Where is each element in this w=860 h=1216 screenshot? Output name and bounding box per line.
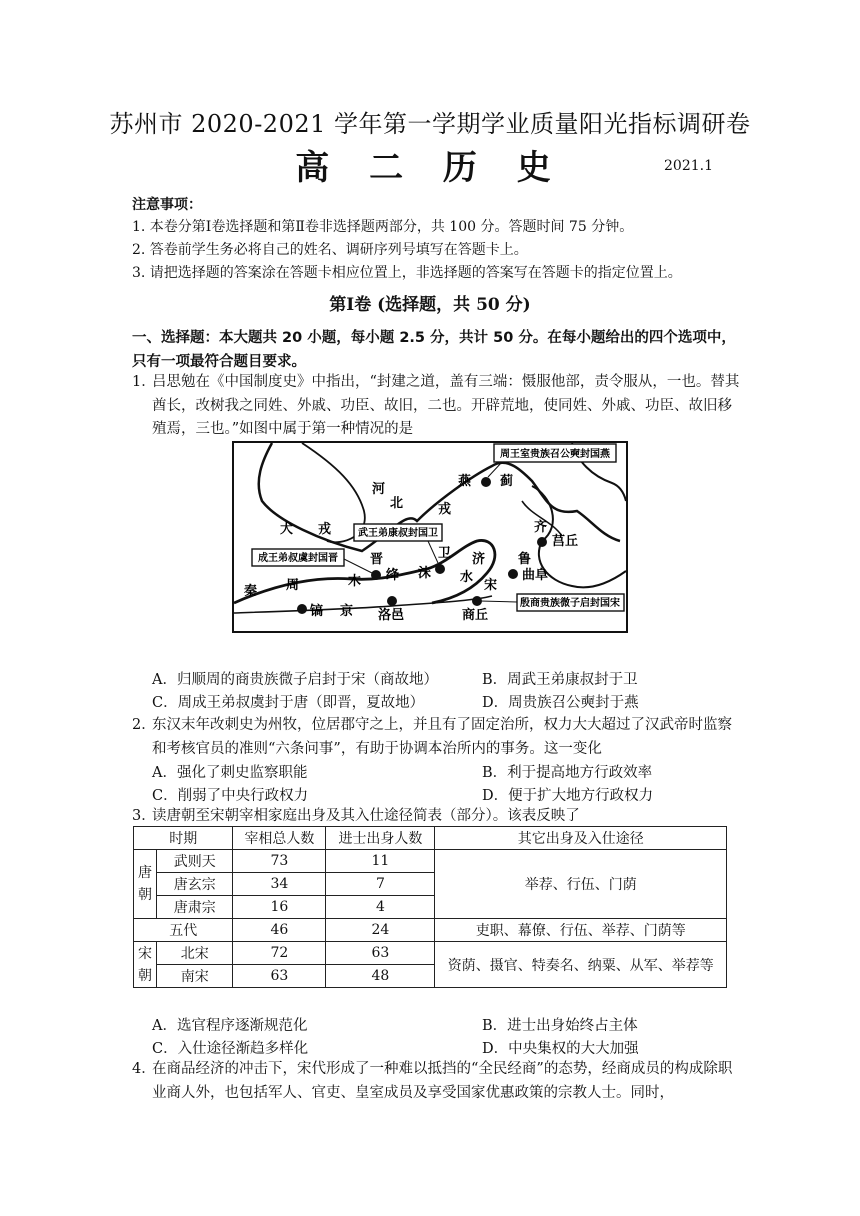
question-text: 在商品经济的冲击下，宋代形成了一种难以抵挡的“全民经商”的态势，经商成员的构成除职业商人外，也包括军人、官吏、皇室成员及享受国家优惠政策的宗教人士。同时， (152, 1061, 733, 1101)
map-label: 卫 (438, 546, 452, 561)
question-number: 2． (132, 717, 156, 733)
question-text: 东汉末年改刺史为州牧，位居郡守之上，并且有了固定治所，权力大大超过了汉武帝时监察和考核官员的准则“六条问事”，有助于协调本治所内的事务。这一变化 (152, 717, 732, 757)
map-label: 晋 (370, 552, 384, 567)
table-cell: 南宋 (157, 965, 233, 988)
table-cell: 举荐、行伍、门荫 (435, 850, 727, 919)
table-cell: 4 (326, 896, 435, 919)
question-number: 1． (132, 374, 156, 390)
notice-heading: 注意事项： (132, 197, 202, 213)
exam-date: 2021.1 (664, 158, 713, 174)
map-label: 曲阜 (522, 568, 549, 583)
table-cell: 武则天 (157, 850, 233, 873)
map-box-yan: 周王室贵族召公奭封国燕 (500, 449, 610, 460)
question-3 (132, 805, 744, 829)
table-cell: 46 (233, 919, 326, 942)
q1-option-c: C．周成王弟叔虞封于唐（即晋，夏故地） (152, 695, 425, 711)
subject-title: 高 二 历 史 (295, 148, 565, 188)
map-label: 沫 (418, 566, 432, 581)
table-cell: 73 (233, 850, 326, 873)
table-cell: 五代 (134, 919, 233, 942)
map-box-wei: 武王弟康叔封国卫 (358, 528, 438, 539)
map-label: 洛邑 (378, 608, 405, 623)
table-cell: 72 (233, 942, 326, 965)
q1-option-d: D．周贵族召公奭封于燕 (482, 695, 639, 711)
map-box-song: 殷商贵族微子启封国宋 (520, 598, 620, 609)
table-header-row (134, 827, 727, 850)
table-header: 宰相总人数 (233, 827, 326, 850)
table-cell: 63 (326, 942, 435, 965)
question-number: 4． (132, 1061, 156, 1077)
map-box-jin: 成王弟叔虞封国晋 (258, 553, 338, 564)
map-label: 商丘 (462, 608, 489, 623)
map-label: 戎 (318, 522, 332, 537)
q3-option-b: B．进士出身始终占主体 (482, 1018, 638, 1034)
map-label: 秦 (244, 584, 258, 599)
map-label: 宋 (484, 578, 498, 593)
map-label: 犬 (280, 522, 294, 537)
question-text: 吕思勉在《中国制度史》中指出，“封建之道，盖有三端：慑服他部，责令服从，一也。替其酋长，改树我之同姓、外戚、功臣、故旧，二也。开辟荒地，使同姓、外戚、功臣、故旧移殖焉，三也。”如图中属于第一种情况的是 (152, 374, 740, 437)
map-label: 河 (372, 482, 386, 497)
map-label: 周 (286, 578, 300, 593)
table-cell: 48 (326, 965, 435, 988)
question-2 (132, 714, 744, 761)
question-text: 读唐朝至宋朝宰相家庭出身及其入仕途径简表（部分）。该表反映了 (152, 808, 580, 824)
map-label: 水 (460, 570, 474, 585)
table-cell: 11 (326, 850, 435, 873)
map-label: 戎 (438, 502, 452, 517)
q2-option-c: C．削弱了中央行政权力 (152, 788, 309, 804)
map-label: 鲁 (518, 552, 532, 567)
table-cell: 63 (233, 965, 326, 988)
chancellor-table (133, 826, 727, 988)
notice-item: 1. 本卷分第Ⅰ卷选择题和第Ⅱ卷非选择题两部分，共 100 分。答题时间 75 分钟。 (132, 219, 634, 235)
table-cell: 34 (233, 873, 326, 896)
table-row (134, 919, 727, 942)
western-zhou-map (232, 441, 628, 633)
exam-title: 苏州市 2020-2021 学年第一学期学业质量阳光指标调研卷 (109, 110, 751, 138)
map-label: 燕 (458, 474, 472, 489)
table-cell: 吏职、幕僚、行伍、举荐、门荫等 (435, 919, 727, 942)
q2-option-d: D．便于扩大地方行政权力 (482, 788, 654, 804)
map-label: 蓟 (500, 474, 514, 489)
table-cell: 资荫、摄官、特奏名、纳粟、从军、举荐等 (435, 942, 727, 988)
question-1 (132, 371, 744, 442)
part-heading: 一、选择题：本大题共 20 小题，每小题 2.5 分，共计 50 分。在每小题给出的四个选项中，只有一项最符合题目要求。 (132, 330, 736, 370)
notice-item: 3. 请把选择题的答案涂在答题卡相应位置上，非选择题的答案写在答题卡的指定位置上。 (132, 265, 682, 281)
table-group-tang: 唐朝 (134, 850, 157, 919)
table-row (134, 942, 727, 965)
map-label: 北 (390, 496, 404, 511)
q3-option-a: A．选官程序逐渐规范化 (152, 1018, 308, 1034)
table-cell: 7 (326, 873, 435, 896)
table-header: 时期 (134, 827, 233, 850)
q1-option-a: A．归顺周的商贵族微子启封于宋（商故地） (152, 672, 438, 688)
map-label: 济 (472, 552, 486, 567)
q2-option-a: A．强化了刺史监察职能 (152, 765, 308, 781)
q1-option-b: B．周武王弟康叔封于卫 (482, 672, 638, 688)
table-header: 其它出身及入仕途径 (435, 827, 727, 850)
question-number: 3． (132, 808, 156, 824)
question-4 (132, 1058, 744, 1105)
map-label: 莒丘 (552, 534, 579, 549)
map-label: 镐 (310, 604, 324, 619)
q3-option-d: D．中央集权的大大加强 (482, 1041, 639, 1057)
table-cell: 唐玄宗 (157, 873, 233, 896)
table-row (134, 850, 727, 873)
table-cell: 唐肃宗 (157, 896, 233, 919)
q2-option-b: B．利于提高地方行政效率 (482, 765, 653, 781)
table-cell: 24 (326, 919, 435, 942)
q3-option-c: C．入仕途径渐趋多样化 (152, 1041, 309, 1057)
table-group-song: 宋朝 (134, 942, 157, 988)
table-cell: 北宋 (157, 942, 233, 965)
map-label: 京 (340, 604, 354, 619)
map-label: 齐 (534, 520, 548, 535)
notice-item: 2. 答卷前学生务必将自己的姓名、调研序列号填写在答题卡上。 (132, 242, 528, 258)
section-title: 第Ⅰ卷 (选择题，共 50 分) (329, 295, 531, 315)
table-cell: 16 (233, 896, 326, 919)
map-label: 绛 (386, 568, 400, 583)
table-header: 进士出身人数 (326, 827, 435, 850)
map-label: 木 (348, 574, 362, 589)
